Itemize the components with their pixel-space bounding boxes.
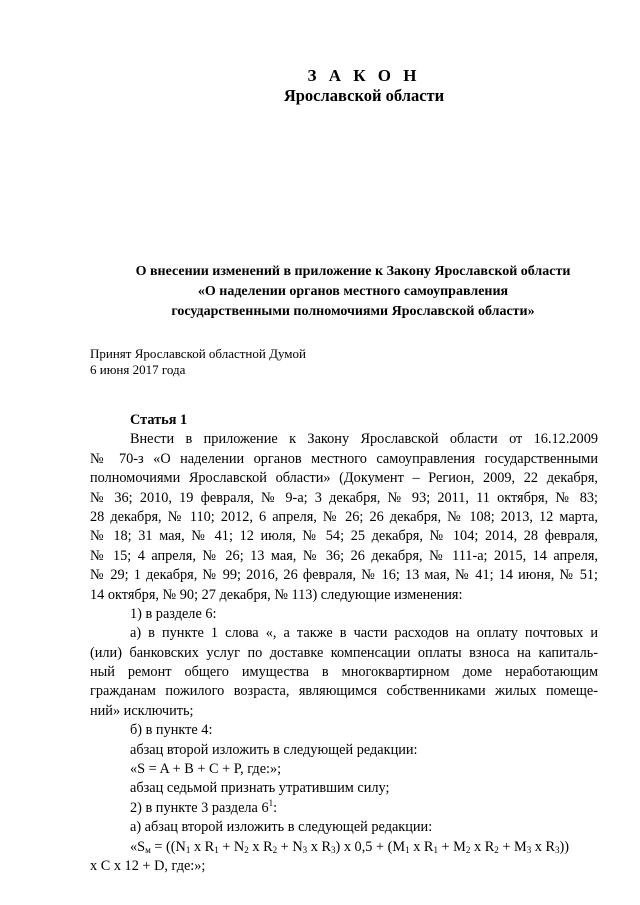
formula-part: + M [437,838,466,855]
text-line: гражданам пожилого возраста, являющимся собственниками жилых помеще- [90,683,598,700]
formula-sub: 2 [272,844,278,855]
formula-sub: 3 [526,844,532,855]
formula-sub: 3 [331,844,336,855]
formula-sub: м [145,844,151,855]
formula-part: + N [277,838,303,855]
formula-sub: 1 [214,844,219,855]
text-span: 2) в пункте 3 раздела 6 [130,799,269,816]
text-line: полномочиями Ярославской области» (Документ – Регион, 2009, 22 декабря, [90,470,598,487]
formula-part: )) [559,838,570,855]
formula-sub: 1 [433,844,438,855]
law-heading: З А К О Н [307,66,421,85]
article-body [90,411,598,876]
text-line: б) в пункте 4: [130,722,213,739]
formula-sub: 3 [302,844,308,855]
text-line: 14 октября, № 90; 27 декабря, № 113) следующие изменения: [90,586,463,603]
formula-part: ) x 0,5 + (M [335,838,406,855]
formula-sub: 3 [555,844,560,855]
formula-sub: 1 [185,844,191,855]
region-heading: Ярославской области [283,86,445,105]
text-line: абзац второй изложить в следующей редакции: [130,741,418,758]
formula-part: x R [307,838,331,855]
formula-part: x R [190,838,215,855]
text-line: абзац седьмой признать утратившим силу; [130,780,390,797]
text-line: № 36; 2010, 19 февраля, № 9-а; 3 декабря, № 93; 2011, 11 октября, № 83; [90,489,598,506]
formula-part: x R [470,838,495,855]
formula-line [90,838,598,857]
text-line: ный ремонт общего имущества в многоквартирном доме неработающим [90,664,598,681]
text-line: № 18; 31 мая, № 41; 12 июля, № 54; 25 декабря, № 104; 2014, 28 февраля, [90,528,598,545]
text-line: № 15; 4 апреля, № 26; 13 мая, № 36; 26 декабря, № 111-а; 2015, 14 апреля, [90,547,598,564]
adoption-date: 6 июня 2017 года [90,362,186,377]
formula-sub: 1 [405,844,410,855]
colon: : [273,799,278,816]
formula-part: x R [531,838,556,855]
formula-part: x R [248,838,273,855]
text-line: № 29; 1 декабря, № 99; 2016, 26 февраля, № 16; 13 мая, № 41; 14 июня, № 51; [90,567,598,584]
text-line: а) абзац второй изложить в следующей редакции: [130,819,433,836]
text-line: № 70-з «О наделении органов местного самоуправления государственными [90,450,598,467]
text-line: а) в пункте 1 слова «, а также в части расходов на оплату почтовых и [130,625,598,642]
text-line: ний» исключить; [90,702,194,719]
text-line: (или) банковских услуг по доставке компенсации оплаты взноса на капиталь- [90,644,598,661]
formula-sub: 2 [465,844,471,855]
title-line: государственными полномочиями Ярославской области» [171,304,535,319]
adoption-note [90,346,306,378]
section-superscript: 1 [268,797,274,808]
text-line: 1) в разделе 6: [130,605,217,622]
formula-line: «S = A + B + C + P, где:»; [130,761,282,778]
text-line: Внести в приложение к Закону Ярославской области от 16.12.2009 [130,431,598,448]
title-line: О внесении изменений в приложение к Закону Ярославской области [135,264,571,279]
formula-part: + N [218,838,245,855]
formula-sub: 2 [494,844,499,855]
text-line: x C x 12 + D, где:»; [90,857,206,874]
text-line: 28 декабря, № 110; 2012, 6 апреля, № 26; 26 декабря, № 108; 2013, 12 марта, [90,508,598,525]
formula-part: + M [498,838,527,855]
formula-sub: 2 [244,844,249,855]
title-line: «О наделении органов местного самоуправления [197,284,509,299]
formula-part: x R [409,838,434,855]
adoption-body: Принят Ярославской областной Думой [90,346,306,361]
formula-part: = ((N [150,838,186,855]
law-title [0,262,640,322]
article-heading: Статья 1 [130,412,188,428]
formula-part: «S [130,838,146,855]
text-line [90,799,598,818]
